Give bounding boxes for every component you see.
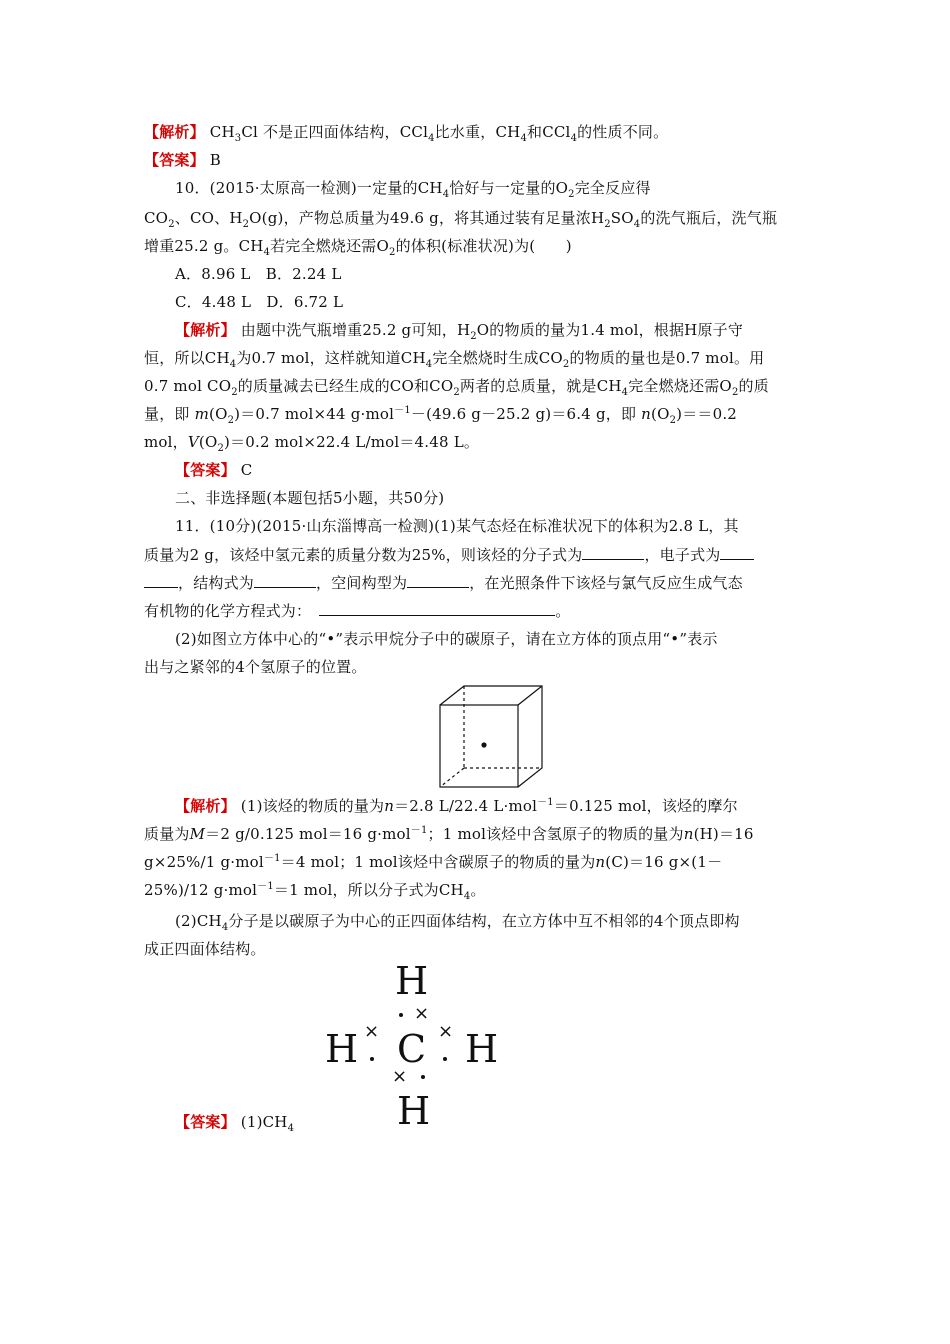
- blank-spatial-configuration[interactable]: [407, 573, 469, 588]
- q11-analysis-line-1: 【解析】 (1)该烃的物质的量为n＝2.8 L/22.4 L·mol$^{-1}$＝0.125 mol，该烃的摩尔: [175, 797, 738, 815]
- q11-stem-line-3: ，结构式为 ，空间构型为 ，在光照条件下该烃与氯气反应生成气态: [144, 571, 743, 595]
- electron-cross-top: ×: [414, 1003, 430, 1024]
- q10-options-ab: A．8.96 L B．2.24 L: [175, 265, 342, 283]
- q10-analysis-line-2: 恒，所以$CH_4$为0.7 mol，这样就知道$CH_4$完全燃烧时生成$CO_2$的物质的量也是0.7 mol。用: [144, 349, 765, 370]
- answer-label: 【答案】: [175, 461, 236, 479]
- q9-analysis-line: 【解析】 $CH_3Cl$ 不是正四面体结构，CCl$_4$比水重，$CH_4$和CCl$_4$的性质不同。: [144, 123, 669, 144]
- q9-answer-line: 【答案】 B: [144, 151, 222, 169]
- q10-analysis-line-4: 量，即 $m(O_2)=0.7$ mol×44 g·mol$^{-1}$－(49.6 g－25.2 g)＝6.4 g，即 $n(O_2)==0.2$: [144, 405, 738, 426]
- carbon-atom-dot: [481, 742, 486, 747]
- q11-analysis-line-4: 25%)/12 g·mol$^{-1}$＝1 mol，所以分子式为$CH_4$。: [144, 881, 486, 902]
- blank-electron-formula[interactable]: [720, 545, 754, 560]
- electron-dot-top: [399, 1013, 403, 1017]
- q11-stem-line-1: 11．(10分)(2015·山东淄博高一检测)(1)某气态烃在标准状况下的体积为2.8 L，其: [175, 517, 739, 535]
- analysis-label: 【解析】: [175, 797, 236, 815]
- cube-figure: [436, 682, 546, 792]
- lewis-h-left: H: [325, 1027, 359, 1071]
- lewis-h-top: H: [395, 959, 429, 1003]
- blank-molecular-formula[interactable]: [582, 545, 644, 560]
- cube-back-edges: [440, 686, 542, 787]
- analysis-label: 【解析】: [144, 123, 205, 141]
- lewis-structure-ch4: [300, 959, 520, 1133]
- q10-stem-line-1: 10．(2015·太原高一检测)一定量的$CH_4$恰好与一定量的$O_2$完全反应得: [175, 179, 651, 200]
- q11-stem-line-2: 质量为2 g，该烃中氢元素的质量分数为25%，则该烃的分子式为 ，电子式为: [144, 543, 754, 567]
- q11-part2-line-2: 出与之紧邻的4个氢原子的位置。: [144, 658, 367, 676]
- lewis-h-bottom: H: [397, 1089, 431, 1133]
- q11-answer-line: 【答案】 $(1)CH_4$: [175, 1113, 295, 1134]
- q11-analysis-line-5: $(2)CH_4$分子是以碳原子为中心的正四面体结构，在立方体中互不相邻的4个顶点即构: [175, 912, 740, 933]
- lewis-c-center: C: [397, 1027, 427, 1071]
- electron-cross-left: ×: [364, 1021, 380, 1042]
- q11-analysis-line-2: 质量为M＝2 g/0.125 mol＝16 g·mol$^{-1}$；1 mol该烃中含氢原子的物质的量为n(H)＝16: [144, 825, 754, 843]
- q10-options-cd: C．4.48 L D．6.72 L: [175, 293, 344, 311]
- cube-front-face: [440, 705, 518, 787]
- q10-stem-line-2: $CO_2$、CO、$H_2O(g)$，产物总质量为49.6 g，将其通过装有足量浓$H_2SO_4$的洗气瓶后，洗气瓶: [144, 209, 778, 230]
- answer-label: 【答案】: [175, 1113, 236, 1131]
- cube-top-right-edge: [518, 686, 542, 705]
- blank-structural-formula[interactable]: [254, 573, 316, 588]
- q10-answer-line: 【答案】 C: [175, 461, 253, 479]
- q11-analysis-line-3: g×25%/1 g·mol$^{-1}$＝4 mol；1 mol该烃中含碳原子的物质的量为n(C)＝16 g×(1－: [144, 853, 723, 871]
- q11-analysis-line-6: 成正四面体结构。: [144, 940, 266, 958]
- q10-analysis-line-1: 【解析】 由题中洗气瓶增重25.2 g可知，$H_2O$的物质的量为1.4 mol，根据H原子守: [175, 321, 744, 342]
- electron-dot-bottom: [421, 1075, 425, 1079]
- electron-dot-right: [443, 1057, 447, 1061]
- cube-hidden-edges: [440, 686, 542, 787]
- electron-cross-right: ×: [438, 1021, 454, 1042]
- q11-stem-line-4: 有机物的化学方程式为： 。: [144, 602, 571, 620]
- electron-cross-bottom: ×: [392, 1066, 408, 1087]
- q10-analysis-line-3: 0.7 mol $CO_2$的质量减去已经生成的CO和$CO_2$两者的总质量，就是$CH_4$完全燃烧还需$O_2$的质: [144, 377, 769, 398]
- blank-chemical-equation[interactable]: [319, 601, 555, 616]
- section-heading: 二、非选择题(本题包括5小题，共50分): [175, 489, 445, 507]
- answer-label: 【答案】: [144, 151, 205, 169]
- electron-dot-left: [370, 1057, 374, 1061]
- q11-part2-line-1: (2)如图立方体中心的“•”表示甲烷分子中的碳原子，请在立方体的顶点用“•”表示: [175, 630, 718, 648]
- blank-electron-formula-cont[interactable]: [144, 573, 178, 588]
- analysis-label: 【解析】: [175, 321, 236, 339]
- q10-stem-line-3: 增重25.2 g。$CH_4$若完全燃烧还需$O_2$的体积(标准状况)为( ): [144, 237, 572, 258]
- q10-analysis-line-5: mol，$V(O_2)=0.2$ mol×22.4 L/mol＝4.48 L。: [144, 433, 480, 454]
- lewis-h-right: H: [465, 1027, 499, 1071]
